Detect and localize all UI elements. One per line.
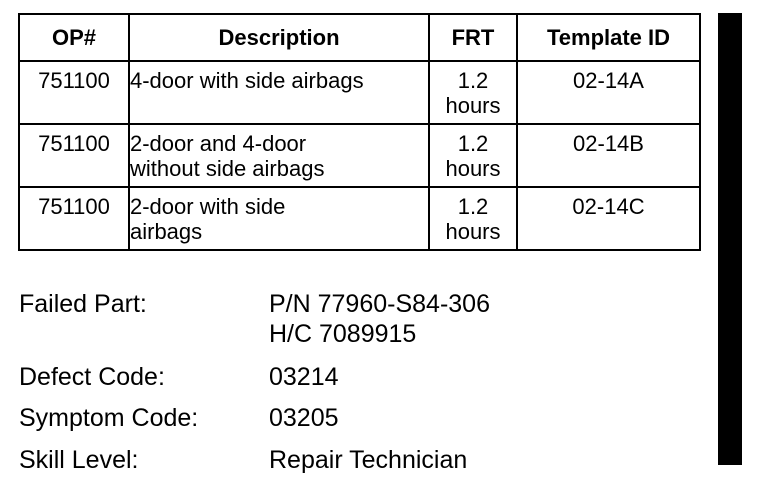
- defect-code-value: 03214: [269, 363, 339, 391]
- failed-part-label: Failed Part:: [19, 290, 147, 318]
- description-cell: [129, 61, 429, 124]
- frt-value: 1.2: [457, 194, 489, 219]
- table-header-row: [19, 14, 700, 61]
- frt-unit: hours: [445, 219, 501, 244]
- template-id-cell: 02-14B: [517, 124, 700, 187]
- frt-value: 1.2: [457, 131, 489, 156]
- op-cell: 751100: [19, 124, 129, 187]
- description-line: 2-door and 4-door: [130, 131, 307, 156]
- description-line: 4-door with side airbags: [130, 68, 364, 93]
- header-description: Description: [129, 14, 429, 61]
- description-line: airbags: [130, 219, 203, 244]
- header-template-id: Template ID: [517, 14, 700, 61]
- header-op: OP#: [19, 14, 129, 61]
- op-cell: 751100: [19, 187, 129, 250]
- op-cell: 751100: [19, 61, 129, 124]
- table-row: [19, 124, 700, 187]
- skill-level-label: Skill Level:: [19, 446, 139, 474]
- symptom-code-value: 03205: [269, 404, 339, 432]
- description-line: without side airbags: [130, 156, 325, 181]
- frt-unit: hours: [445, 156, 501, 181]
- revision-bar: [718, 13, 742, 465]
- defect-code-label: Defect Code:: [19, 363, 165, 391]
- failed-part-value: [269, 289, 490, 349]
- template-id-cell: 02-14C: [517, 187, 700, 250]
- frt-cell: [429, 187, 517, 250]
- symptom-code-label: Symptom Code:: [19, 404, 199, 432]
- description-line: 2-door with side: [130, 194, 286, 219]
- description-cell: [129, 124, 429, 187]
- frt-unit: hours: [445, 93, 501, 118]
- table-row: [19, 187, 700, 250]
- frt-cell: [429, 124, 517, 187]
- hc-number: H/C 7089915: [269, 320, 417, 348]
- skill-level-value: Repair Technician: [269, 446, 468, 474]
- header-frt: FRT: [429, 14, 517, 61]
- frt-cell: [429, 61, 517, 124]
- description-cell: [129, 187, 429, 250]
- operations-table: [18, 13, 701, 251]
- table-row: [19, 61, 700, 124]
- part-number: P/N 77960-S84-306: [269, 290, 490, 318]
- frt-value: 1.2: [457, 68, 489, 93]
- template-id-cell: 02-14A: [517, 61, 700, 124]
